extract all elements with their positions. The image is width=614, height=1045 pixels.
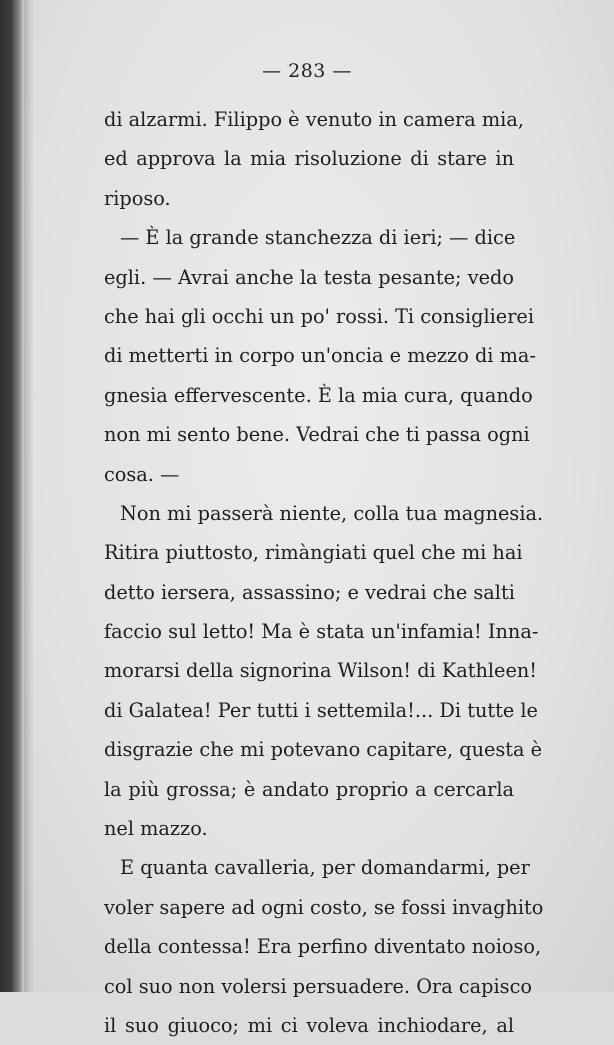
text-line: col suo non volersi persuadere. Ora capisco: [104, 974, 532, 998]
text-line: ed approva la mia risoluzione di stare in: [104, 147, 514, 171]
text-line: E quanta cavalleria, per domandarmi, per: [120, 856, 530, 880]
text-line: morarsi della signorina Wilson! di Kathleen!: [104, 659, 538, 683]
text-line: egli. — Avrai anche la testa pesante; vedo: [104, 265, 514, 289]
text-line: faccio sul letto! Ma è stata un'infamia! Inna-: [104, 620, 539, 644]
text-line: — È la grande stanchezza di ieri; — dice: [120, 226, 516, 250]
page-number: — 283 —: [262, 60, 352, 82]
text-line: cosa. —: [104, 462, 180, 486]
text-line: disgrazie che mi potevano capitare, questa è: [104, 738, 543, 762]
text-line: voler sapere ad ogni costo, se fossi invaghito: [104, 895, 544, 919]
text-line: di metterti in corpo un'oncia e mezzo di ma-: [104, 344, 536, 368]
text-line: Non mi passerà niente, colla tua magnesia.: [120, 501, 544, 525]
text-line: non mi sento bene. Vedrai che ti passa ogni: [104, 423, 530, 447]
text-line: della contessa! Era perfino diventato noioso,: [104, 935, 542, 959]
text-line: riposo.: [104, 186, 171, 210]
text-line: il suo giuoco; mi ci voleva inchiodare, al: [104, 1013, 514, 1037]
book-spine-shadow: [0, 0, 24, 992]
text-line: Ritira piuttosto, rimàngiati quel che mi hai: [104, 541, 523, 565]
text-line: nel mazzo.: [104, 817, 208, 841]
text-line: detto iersera, assassino; e vedrai che salti: [104, 580, 515, 604]
text-line: gnesia effervescente. È la mia cura, quando: [104, 383, 533, 407]
text-line: di Galatea! Per tutti i settemila!... Di tutte le: [104, 698, 538, 722]
body-text: [104, 100, 544, 1045]
spine-gradient: [24, 0, 34, 992]
text-line: di alzarmi. Filippo è venuto in camera mia,: [104, 108, 524, 131]
text-line: la più grossa; è andato proprio a cercarla: [104, 777, 514, 801]
text-line: che hai gli occhi un po' rossi. Ti consiglierei: [104, 304, 534, 328]
